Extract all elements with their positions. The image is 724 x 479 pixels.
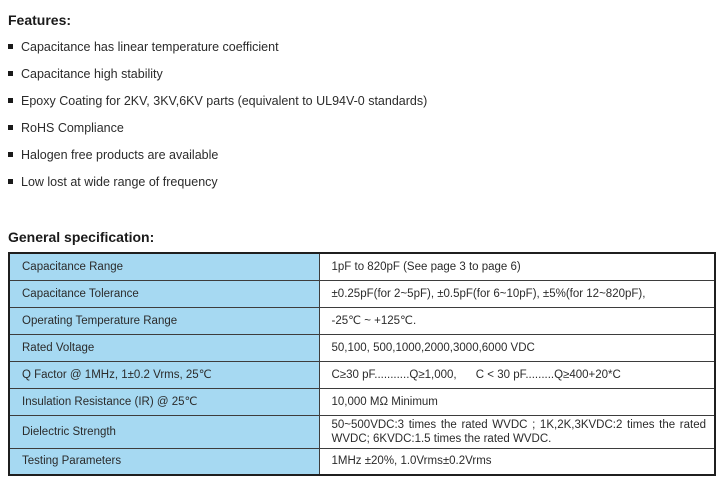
spec-label-capacitance-range: Capacitance Range <box>9 253 319 280</box>
table-row <box>9 388 715 415</box>
spec-value-q-factor: C≥30 pF...........Q≥1,000, C < 30 pF.........Q≥400+20*C <box>319 361 715 388</box>
list-item <box>8 148 716 161</box>
spec-value-testing-parameters: 1MHz ±20%, 1.0Vrms±0.2Vrms <box>319 448 715 475</box>
spec-label-insulation-resistance: Insulation Resistance (IR) @ 25℃ <box>9 388 319 415</box>
table-row <box>9 448 715 475</box>
spec-label-capacitance-tolerance: Capacitance Tolerance <box>9 280 319 307</box>
spec-label-rated-voltage: Rated Voltage <box>9 334 319 361</box>
feature-text: Low lost at wide range of frequency <box>21 174 218 189</box>
feature-text: Capacitance has linear temperature coefficient <box>21 39 279 54</box>
square-bullet-icon <box>8 71 13 76</box>
square-bullet-icon <box>8 44 13 49</box>
table-row <box>9 334 715 361</box>
feature-text: Capacitance high stability <box>21 66 163 81</box>
spec-value-capacitance-range: 1pF to 820pF (See page 3 to page 6) <box>319 253 715 280</box>
general-specification-table <box>8 252 716 476</box>
spec-label-operating-temperature-range: Operating Temperature Range <box>9 307 319 334</box>
spec-value-dielectric-strength: 50~500VDC:3 times the rated WVDC ; 1K,2K,3KVDC:2 times the rated WVDC; 6KVDC:1.5 times the rated WVDC. <box>319 415 715 448</box>
square-bullet-icon <box>8 125 13 130</box>
square-bullet-icon <box>8 152 13 157</box>
table-row <box>9 307 715 334</box>
feature-text: Epoxy Coating for 2KV, 3KV,6KV parts (equivalent to UL94V-0 standards) <box>21 93 428 108</box>
table-row <box>9 415 715 448</box>
spec-value-rated-voltage: 50,100, 500,1000,2000,3000,6000 VDC <box>319 334 715 361</box>
list-item <box>8 40 716 53</box>
general-specification-heading: General specification: <box>8 229 155 245</box>
list-item <box>8 175 716 188</box>
table-row <box>9 361 715 388</box>
square-bullet-icon <box>8 179 13 184</box>
feature-text: Halogen free products are available <box>21 147 219 162</box>
table-row <box>9 253 715 280</box>
spec-label-dielectric-strength: Dielectric Strength <box>9 415 319 448</box>
spec-value-operating-temperature-range: -25℃ ~ +125℃. <box>319 307 715 334</box>
spec-value-capacitance-tolerance: ±0.25pF(for 2~5pF), ±0.5pF(for 6~10pF), ±5%(for 12~820pF), <box>319 280 715 307</box>
list-item <box>8 94 716 107</box>
features-heading: Features: <box>8 12 72 28</box>
square-bullet-icon <box>8 98 13 103</box>
table-row <box>9 280 715 307</box>
list-item <box>8 67 716 80</box>
spec-label-q-factor: Q Factor @ 1MHz, 1±0.2 Vrms, 25℃ <box>9 361 319 388</box>
spec-value-insulation-resistance: 10,000 MΩ Minimum <box>319 388 715 415</box>
features-list <box>8 40 716 188</box>
spec-label-testing-parameters: Testing Parameters <box>9 448 319 475</box>
list-item <box>8 121 716 134</box>
feature-text: RoHS Compliance <box>21 120 124 135</box>
